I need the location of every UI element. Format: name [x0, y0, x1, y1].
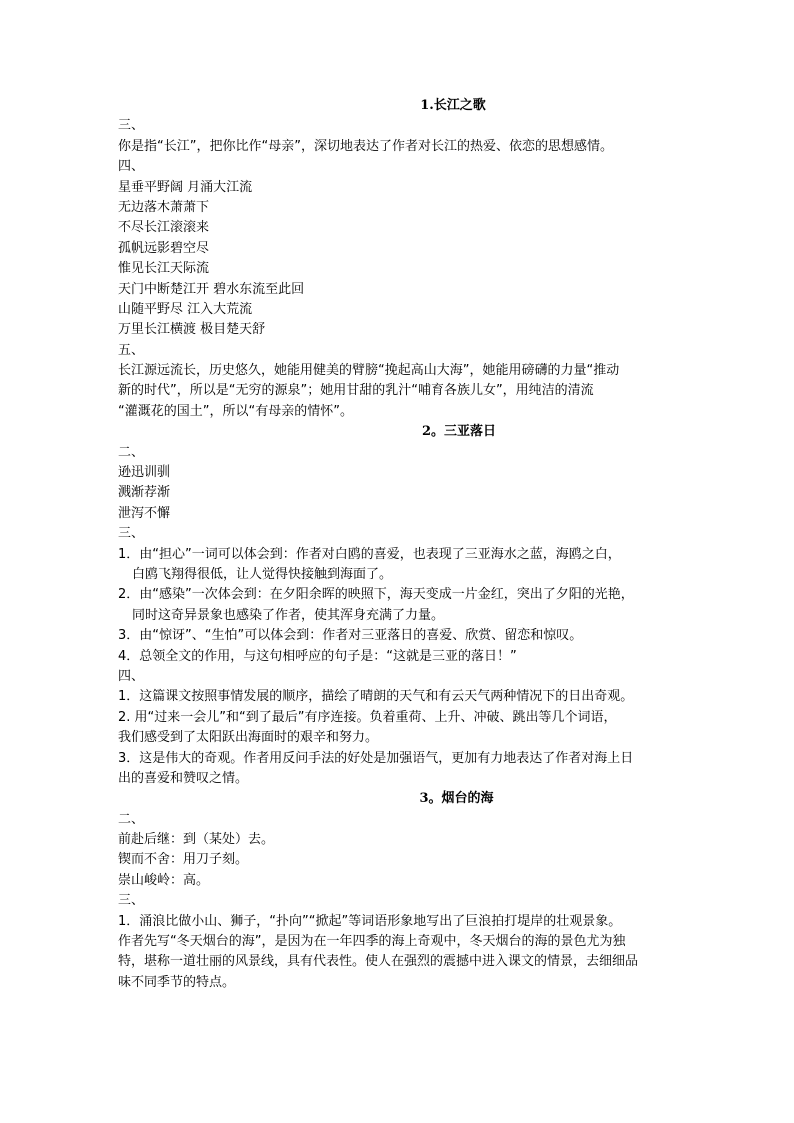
paragraph-line: 白鸥飞翔得很低，让人觉得快接触到海面了。	[132, 566, 393, 582]
paragraph-line: 你是指“长江”，把你比作“母亲”，深切地表达了作者对长江的热爱、依恋的思想感情。	[118, 138, 613, 154]
section-heading: 二、	[118, 444, 145, 460]
section-title-3: 3。烟台的海	[419, 791, 494, 807]
paragraph-line: 2．由“感染”一次体会到：在夕阳余晖的映照下，海天变成一片金红，突出了夕阳的光艳，	[118, 587, 634, 603]
paragraph-line: 3．这是伟大的奇观。作者用反问手法的好处是加强语气，更加有力地表达了作者对海上日	[118, 750, 634, 766]
paragraph-line: 1．涌浪比做小山、狮子，“扑向”“掀起”等词语形象地写出了巨浪拍打堤岸的壮观景象。	[118, 913, 622, 929]
paragraph-line: 锲而不舍：用刀子刻。	[118, 852, 249, 868]
paragraph-line: 新的时代”，所以是“无穷的源泉”；她用甘甜的乳汁“哺育各族儿女”，用纯洁的清流	[118, 383, 594, 399]
poem-line: 不尽长江滚滚来	[118, 220, 210, 236]
paragraph-line: 4．总领全文的作用，与这句相呼应的句子是：“这就是三亚的落日！”	[118, 648, 517, 664]
word-line: 溅渐荐渐	[118, 485, 171, 501]
paragraph-line: 味不同季节的特点。	[118, 974, 236, 990]
section-heading: 四、	[118, 159, 145, 175]
poem-line: 惟见长江天际流	[118, 261, 210, 277]
section-title-1: 1.长江之歌	[420, 98, 486, 113]
paragraph-line: 特，堪称一道壮丽的风景线，具有代表性。使人在强烈的震撼中进入课文的情景，去细细品	[118, 954, 639, 970]
poem-line: 星垂平野阔 月涌大江流	[118, 179, 253, 195]
section-title-2: 2。三亚落日	[421, 424, 497, 440]
poem-line: 孤帆远影碧空尽	[118, 240, 210, 256]
section-heading: 三、	[118, 893, 145, 909]
poem-line: 无边落木萧萧下	[118, 199, 210, 215]
paragraph-line: 作者先写“冬天烟台的海”，是因为在一年四季的海上奇观中，冬天烟台的海的景色尤为独	[118, 934, 626, 950]
section-heading: 五、	[118, 342, 145, 358]
poem-line: 天门中断楚江开 碧水东流至此回	[118, 281, 305, 297]
paragraph-line: 1．这篇课文按照事情发展的顺序，描绘了晴朗的天气和有云天气两种情况下的日出奇观。	[118, 689, 634, 705]
paragraph-line: 我们感受到了太阳跃出海面时的艰辛和努力。	[118, 730, 379, 746]
word-line: 泄泻不懈	[118, 505, 171, 521]
poem-line: 万里长江横渡 极目楚天舒	[118, 322, 266, 338]
poem-line: 山随平野尽 江入大荒流	[118, 301, 253, 317]
paragraph-line: 出的喜爱和赞叹之情。	[118, 770, 249, 786]
section-heading: 三、	[118, 526, 145, 542]
paragraph-line: 长江源远流长，历史悠久，她能用健美的臂膀“挽起高山大海”，她能用磅礴的力量“推动	[118, 363, 620, 379]
paragraph-line: 2. 用“过来一会儿”和“到了最后”有序连接。负着重荷、上升、冲破、跳出等几个词语，	[118, 709, 617, 725]
paragraph-line: 1．由“担心”一词可以体会到：作者对白鸥的喜爱，也表现了三亚海水之蓝，海鸥之白，	[118, 546, 621, 562]
paragraph-line: 崇山峻岭：高。	[118, 872, 210, 888]
section-heading: 三、	[118, 118, 145, 134]
word-line: 逊迅训驯	[118, 465, 171, 481]
paragraph-line: 前赴后继：到（某处）去。	[118, 832, 275, 848]
section-heading: 二、	[118, 811, 145, 827]
paragraph-line: 同时这奇异景象也感染了作者，使其浑身充满了力量。	[132, 607, 445, 623]
document-page	[118, 96, 680, 993]
section-heading: 四、	[118, 668, 145, 684]
paragraph-line: “灌溉花的国土”，所以“有母亲的情怀”。	[118, 403, 353, 419]
paragraph-line: 3．由“惊讶”、“生怕”可以体会到：作者对三亚落日的喜爱、欣赏、留恋和惊叹。	[118, 628, 583, 644]
